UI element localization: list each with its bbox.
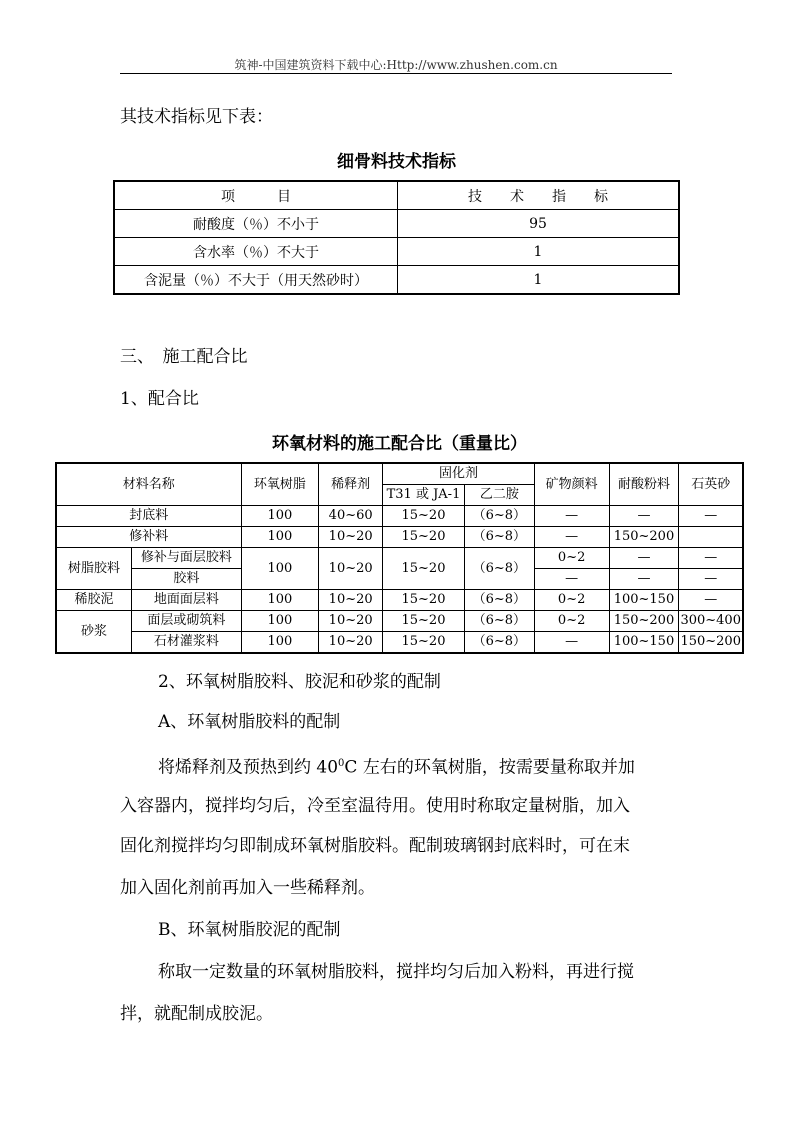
paragraph-a-line-2: 入容器内，搅拌均匀后，冷至室温待用。使用时称取定量树脂，加入 xyxy=(120,796,630,816)
cell-powder: 100~150 xyxy=(609,632,679,654)
header-diluent: 稀释剂 xyxy=(319,463,383,506)
cell-name: 修补料 xyxy=(56,527,241,548)
cell-curing-b: （6~8） xyxy=(464,632,534,654)
cell-curing-b: （6~8） xyxy=(464,506,534,527)
cell-resin: 100 xyxy=(241,632,319,654)
subsection-a-heading: A、环氧树脂胶料的配制 xyxy=(158,712,341,732)
cell-name: 石材灌浆料 xyxy=(132,632,241,654)
mix-ratio-table xyxy=(55,462,744,654)
cell-resin: 100 xyxy=(241,548,319,590)
cell-pigment: 0~2 xyxy=(534,611,609,632)
cell-powder: 100~150 xyxy=(609,590,679,611)
cell-name: 胶料 xyxy=(132,569,241,590)
cell-curing-b: （6~8） xyxy=(464,590,534,611)
cell-name: 地面面层料 xyxy=(132,590,241,611)
cell-diluent: 10~20 xyxy=(319,548,383,590)
cell-sand: 300~400 xyxy=(679,611,743,632)
cell-value: 95 xyxy=(398,210,680,238)
cell-resin: 100 xyxy=(241,611,319,632)
paragraph-a-line-1-post: C 左右的环氧树脂，按需要量称取并加 xyxy=(344,757,635,778)
table-row xyxy=(114,266,679,295)
cell-sand: — xyxy=(679,548,743,569)
table-row xyxy=(56,527,743,548)
table-row xyxy=(56,506,743,527)
cell-pigment: — xyxy=(534,527,609,548)
cell-powder: 150~200 xyxy=(609,527,679,548)
header-curing-agent: 固化剂 xyxy=(383,463,535,485)
cell-pigment: 0~2 xyxy=(534,590,609,611)
cell-diluent: 10~20 xyxy=(319,590,383,611)
table-row xyxy=(56,611,743,632)
cell-group: 稀胶泥 xyxy=(56,590,132,611)
table-header-row xyxy=(56,463,743,485)
cell-curing-a: 15~20 xyxy=(383,506,465,527)
header-mineral-pigment: 矿物颜料 xyxy=(534,463,609,506)
cell-group: 树脂胶料 xyxy=(56,548,132,590)
cell-resin: 100 xyxy=(241,527,319,548)
header-curing-ethylenediamine: 乙二胺 xyxy=(464,485,534,506)
header-rule xyxy=(120,73,672,74)
cell-curing-a: 15~20 xyxy=(383,632,465,654)
page-header: 筑神-中国建筑资料下载中心:Http://www.zhushen.com.cn xyxy=(234,58,558,72)
cell-curing-b: （6~8） xyxy=(464,527,534,548)
table-row xyxy=(114,210,679,238)
header-epoxy-resin: 环氧树脂 xyxy=(241,463,319,506)
cell-value: 1 xyxy=(398,266,680,295)
cell-pigment: — xyxy=(534,569,609,590)
cell-powder: — xyxy=(609,506,679,527)
paragraph-a-line-1 xyxy=(158,752,635,780)
table-row xyxy=(114,238,679,266)
header-curing-t31: T31 或 JA-1 xyxy=(383,485,465,506)
cell-name: 封底料 xyxy=(56,506,241,527)
subsection-1-heading: 1、配合比 xyxy=(120,389,199,409)
cell-item: 含泥量（％）不大于（用天然砂时） xyxy=(114,266,398,295)
table-header-row xyxy=(114,181,679,210)
paragraph-b-line-2: 拌，就配制成胶泥。 xyxy=(120,1004,273,1024)
cell-powder: 150~200 xyxy=(609,611,679,632)
header-index: 技 术 指 标 xyxy=(398,181,680,210)
cell-curing-a: 15~20 xyxy=(383,611,465,632)
subsection-b-heading: B、环氧树脂胶泥的配制 xyxy=(158,920,341,940)
table-row xyxy=(56,590,743,611)
cell-sand: — xyxy=(679,590,743,611)
cell-diluent: 10~20 xyxy=(319,611,383,632)
paragraph-a-line-3: 固化剂搅拌均匀即制成环氧树脂胶料。配制玻璃钢封底料时，可在末 xyxy=(120,836,630,856)
cell-diluent: 40~60 xyxy=(319,506,383,527)
cell-diluent: 10~20 xyxy=(319,632,383,654)
fine-aggregate-table xyxy=(113,180,680,295)
cell-sand xyxy=(679,527,743,548)
intro-text: 其技术指标见下表： xyxy=(120,107,273,127)
cell-curing-b: （6~8） xyxy=(464,611,534,632)
cell-pigment: — xyxy=(534,632,609,654)
cell-item: 含水率（％）不大于 xyxy=(114,238,398,266)
header-quartz-sand: 石英砂 xyxy=(679,463,743,506)
cell-resin: 100 xyxy=(241,506,319,527)
table-row xyxy=(56,548,743,569)
section-3-heading: 三、 施工配合比 xyxy=(120,347,248,367)
cell-curing-b: （6~8） xyxy=(464,548,534,590)
cell-group: 砂浆 xyxy=(56,611,132,654)
cell-name: 面层或砌筑料 xyxy=(132,611,241,632)
table1-title: 细骨料技术指标 xyxy=(337,152,456,172)
cell-name: 修补与面层胶料 xyxy=(132,548,241,569)
subsection-2-heading: 2、环氧树脂胶料、胶泥和砂浆的配制 xyxy=(158,672,441,692)
cell-diluent: 10~20 xyxy=(319,527,383,548)
header-item: 项 目 xyxy=(114,181,398,210)
cell-resin: 100 xyxy=(241,590,319,611)
cell-item: 耐酸度（％）不小于 xyxy=(114,210,398,238)
table2-title: 环氧材料的施工配合比（重量比） xyxy=(272,434,527,454)
table-row xyxy=(56,632,743,654)
cell-pigment: — xyxy=(534,506,609,527)
cell-sand: — xyxy=(679,569,743,590)
paragraph-b-line-1: 称取一定数量的环氧树脂胶料，搅拌均匀后加入粉料，再进行搅 xyxy=(158,962,634,982)
paragraph-a-line-4: 加入固化剂前再加入一些稀释剂。 xyxy=(120,878,375,898)
cell-value: 1 xyxy=(398,238,680,266)
cell-sand: — xyxy=(679,506,743,527)
cell-curing-a: 15~20 xyxy=(383,548,465,590)
header-material-name: 材料名称 xyxy=(56,463,241,506)
cell-pigment: 0~2 xyxy=(534,548,609,569)
cell-curing-a: 15~20 xyxy=(383,590,465,611)
cell-powder: — xyxy=(609,548,679,569)
paragraph-a-line-1-pre: 将烯释剂及预热到约 40 xyxy=(158,757,339,778)
cell-sand: 150~200 xyxy=(679,632,743,654)
header-acid-powder: 耐酸粉料 xyxy=(609,463,679,506)
degree-superscript: 0 xyxy=(338,758,345,769)
cell-curing-a: 15~20 xyxy=(383,527,465,548)
cell-powder: — xyxy=(609,569,679,590)
